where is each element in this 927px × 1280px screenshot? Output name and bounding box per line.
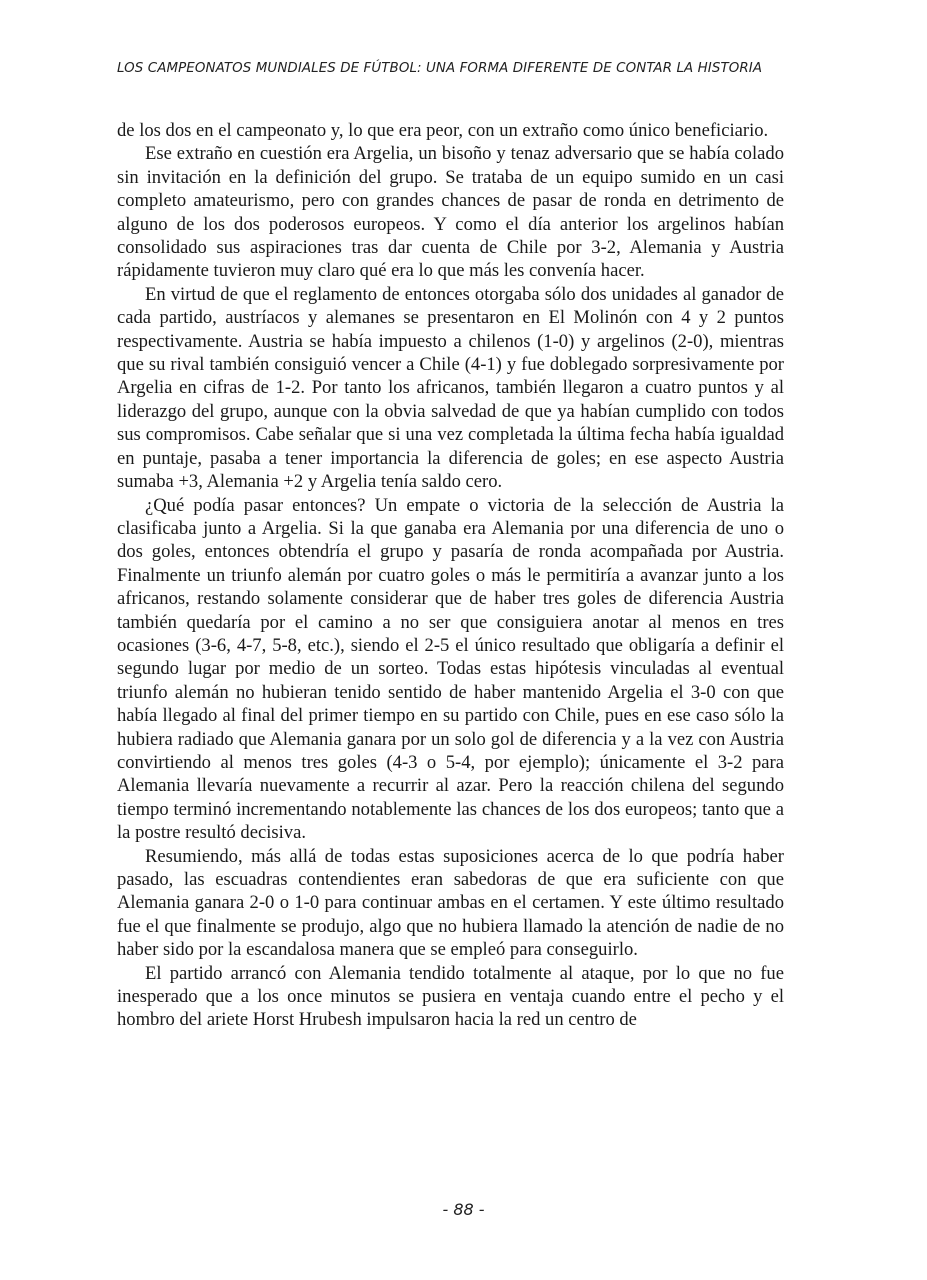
paragraph: El partido arrancó con Alemania tendido totalmente al ataque, por lo que no fue inesperado que a los once minutos se pusiera en ventaja cuando entre el pecho y el hombro del ariete Horst Hrubesh impulsaron hacia la red un centro de [117,962,784,1031]
paragraph: ¿Qué podía pasar entonces? Un empate o victoria de la selección de Austria la clasificaba junto a Argelia. Si la que ganaba era Alemania por una diferencia de uno o dos goles, entonces obtendría el grupo y pasaría de ronda acompañada por Austria. Finalmente un triunfo alemán por cuatro goles o más le permitiría a avanzar junto a los africanos, restando solamente considerar que de haber tres goles de diferencia Austria también quedaría por el camino a no ser que consiguiera anotar al menos en tres ocasiones (3-6, 4-7, 5-8, etc.), siendo el 2-5 el único resultado que obligaría a definir el segundo lugar por medio de un sorteo. Todas estas hipótesis vinculadas al eventual triunfo alemán no hubieran tenido sentido de haber mantenido Argelia el 3-0 con que había llegado al final del primer tiempo en su partido con Chile, pues en ese caso sólo la hubiera radiado que Alemania ganara por un solo gol de diferencia y a la vez con Austria convirtiendo al menos tres goles (4-3 o 5-4, por ejemplo); únicamente el 3-2 para Alemania llevaría nuevamente a recurrir al azar. Pero la reacción chilena del segundo tiempo terminó incrementando notablemente las chances de los dos europeos; tanto que a la postre resultó decisiva. [117,494,784,844]
paragraph: En virtud de que el reglamento de entonces otorgaba sólo dos unidades al ganador de cada partido, austríacos y alemanes se presentaron en El Molinón con 4 y 2 puntos respectivamente. Austria se había impuesto a chilenos (1-0) y argelinos (2-0), mientras que su rival también consiguió vencer a Chile (4-1) y fue doblegado sorpresivamente por Argelia en cifras de 1-2. Por tanto los africanos, también llegaron a cuatro puntos y al liderazgo del grupo, aunque con la obvia salvedad de que ya habían cumplido con todos sus compromisos. Cabe señalar que si una vez completada la última fecha había igualdad en puntaje, pasaba a tener importancia la diferencia de goles; en ese aspecto Austria sumaba +3, Alemania +2 y Argelia tenía saldo cero. [117,283,784,493]
running-header: LOS CAMPEONATOS MUNDIALES DE FÚTBOL: UNA FORMA DIFERENTE DE CONTAR LA HISTORIA [117,61,763,76]
paragraph: de los dos en el campeonato y, lo que era peor, con un extraño como único beneficiario. [117,120,769,141]
paragraph: Ese extraño en cuestión era Argelia, un bisoño y tenaz adversario que se había colado sin invitación en la definición del grupo. Se trataba de un equipo sumido en un casi completo amateurismo, pero con grandes chances de pasar de ronda en detrimento de alguno de los dos poderosos europeos. Y como el día anterior los argelinos habían consolidado sus aspiraciones tras dar cuenta de Chile por 3-2, Alemania y Austria rápidamente tuvieron muy claro qué era lo que más les convenía hacer. [117,143,784,282]
paragraph: Resumiendo, más allá de todas estas suposiciones acerca de lo que podría haber pasado, las escuadras contendientes eran sabedoras de que era suficiente con que Alemania ganara 2-0 o 1-0 para continuar ambas en el certamen. Y este último resultado fue el que finalmente se produjo, algo que no hubiera llamado la atención de nadie de no haber sido por la escandalosa manera que se empleó para conseguirlo. [117,845,784,961]
body-text [117,119,784,1032]
page-number: - 88 - [442,1200,485,1219]
